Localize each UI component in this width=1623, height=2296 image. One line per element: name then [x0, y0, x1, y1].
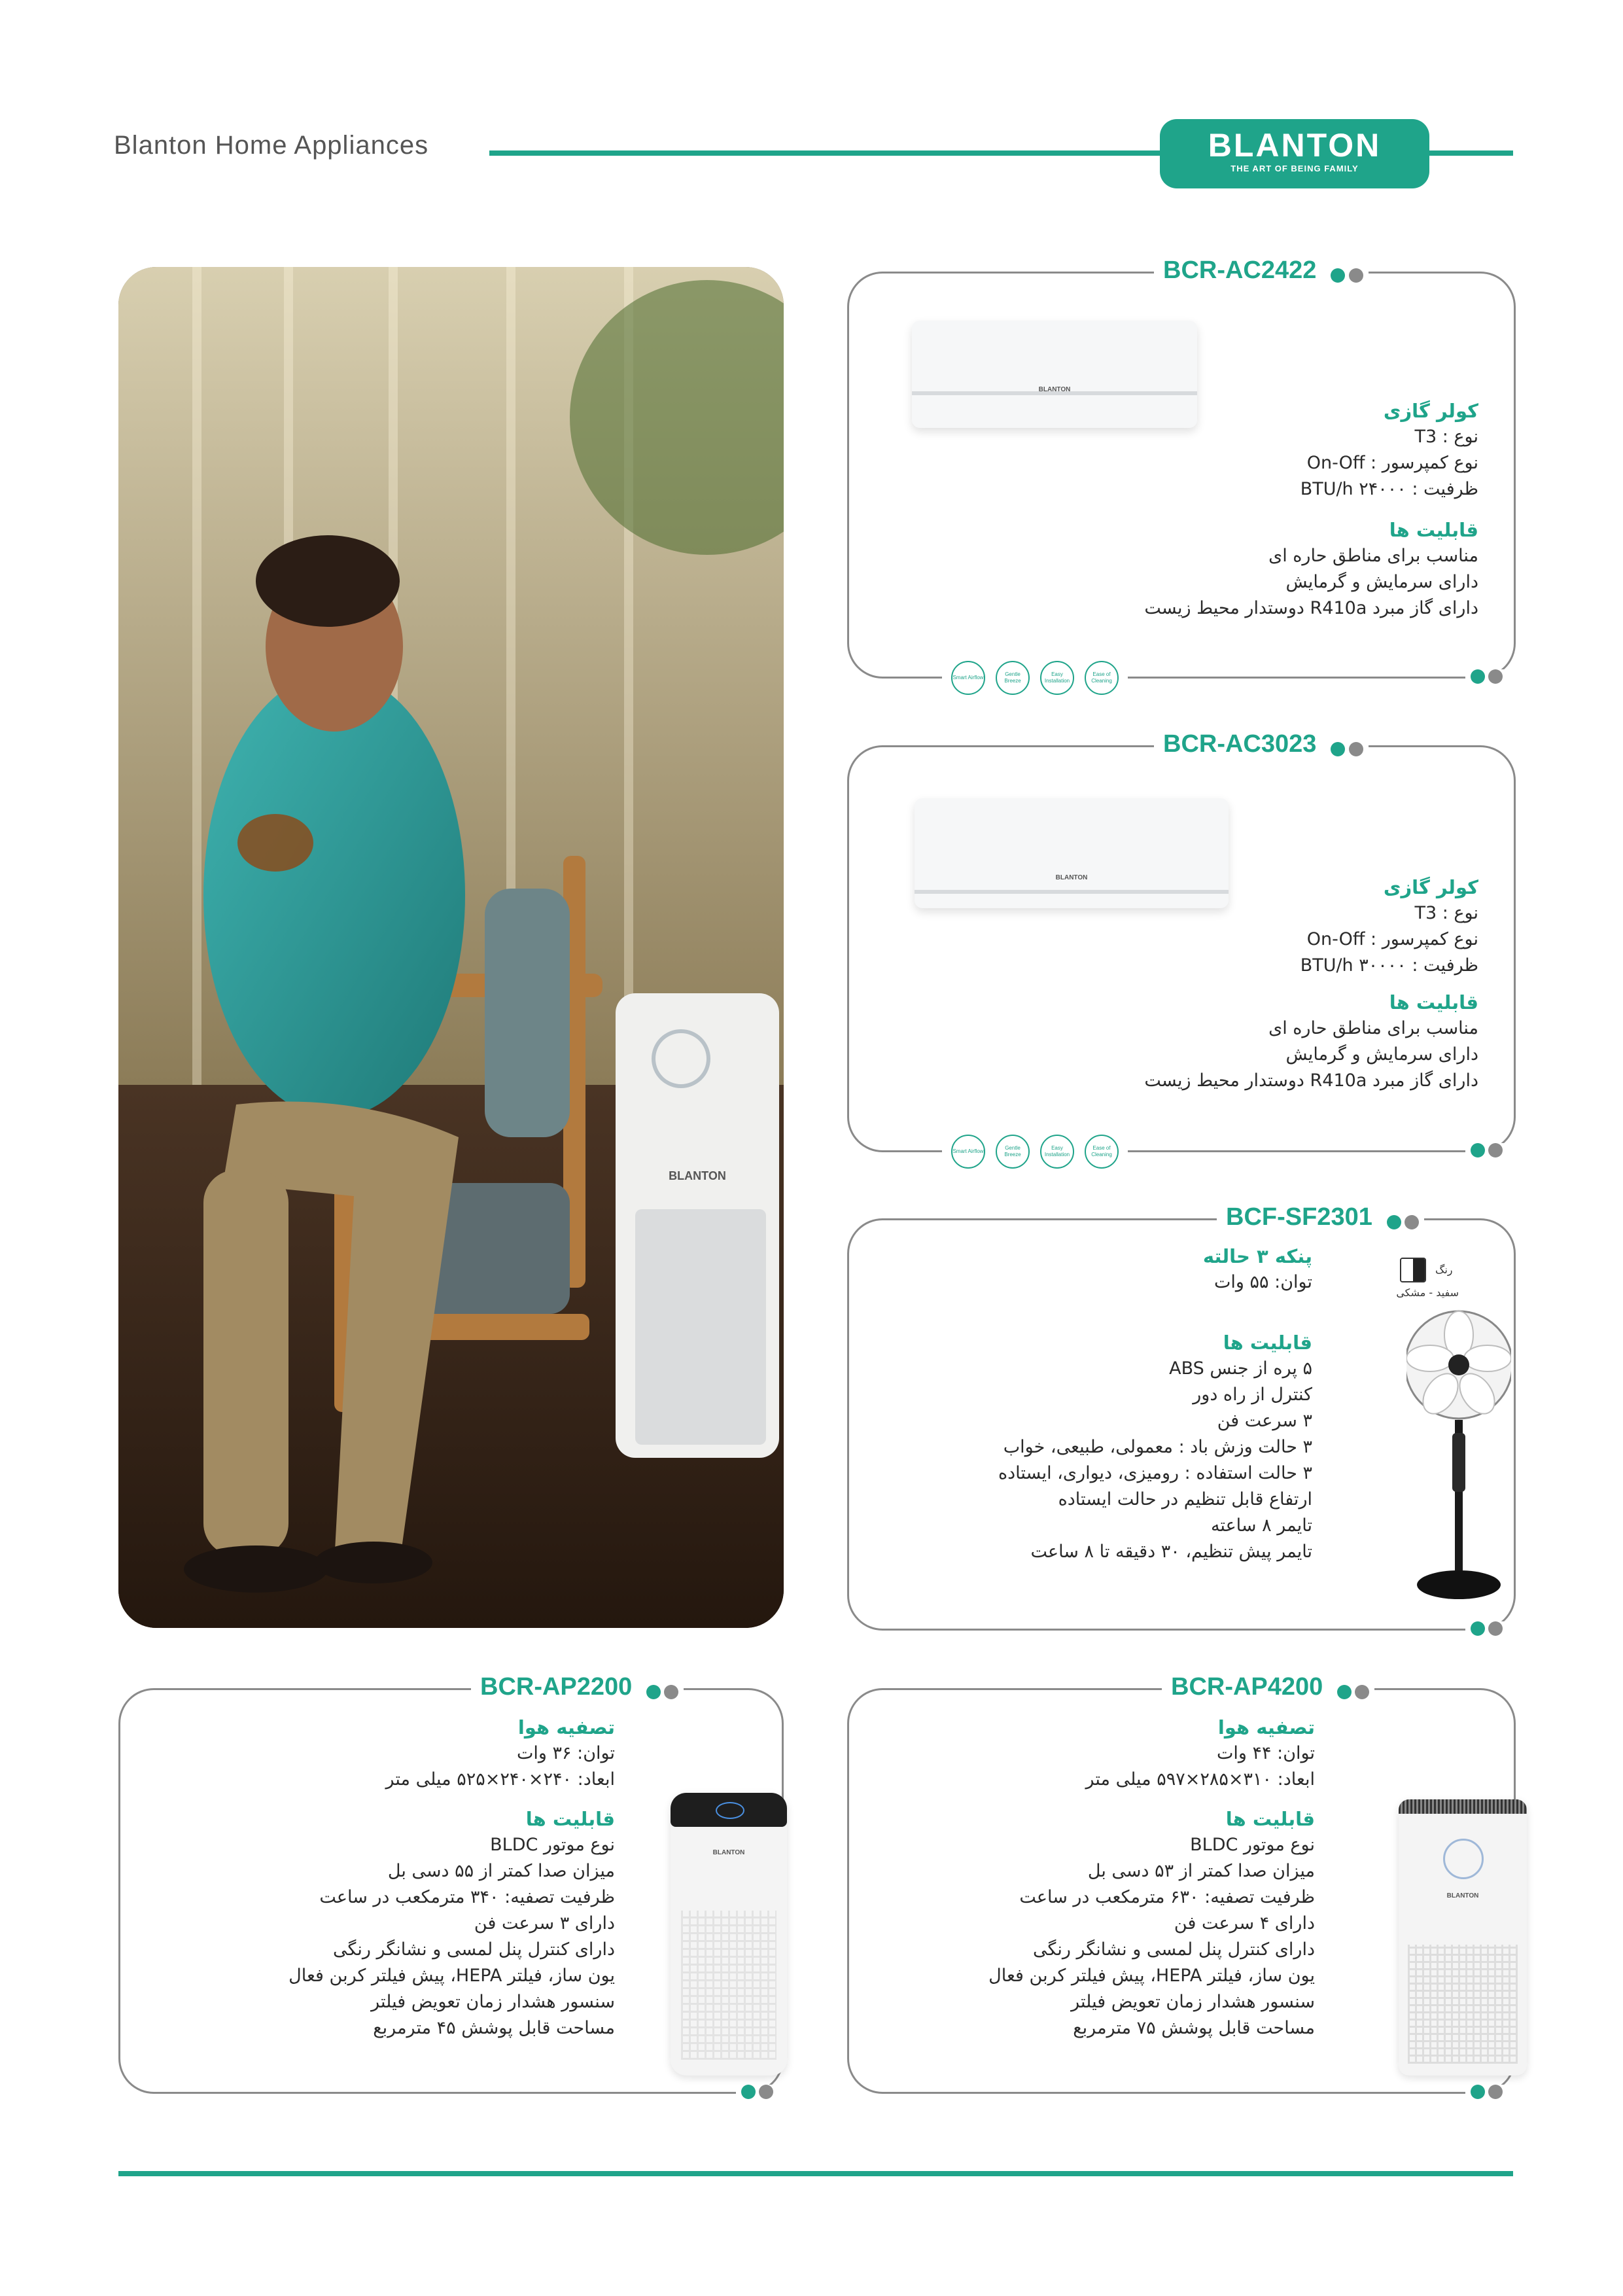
feature-list: [975, 1806, 1315, 2041]
feature-list: [1047, 989, 1478, 1094]
product-title: تصفیه هوا: [1217, 1716, 1315, 1739]
product-title: تصفیه هوا: [517, 1716, 615, 1739]
model-name: BCR-AP2200: [471, 1673, 641, 1701]
feature-list: [981, 1330, 1312, 1565]
card-end-dots: [1465, 669, 1508, 684]
title-dots: [1325, 268, 1368, 281]
color-swatch: [1400, 1258, 1453, 1282]
feature-line: ظرفیت تصفیه: ۶۳۰ مترمکعب در ساعت: [1019, 1887, 1315, 1907]
feature-line: یون ساز، فیلتر HEPA، پیش فیلتر کربن فعال: [988, 1966, 1315, 1986]
feature-line: مساحت قابل پوشش ۷۵ مترمربع: [1073, 2018, 1315, 2038]
model-heading: [1217, 1203, 1424, 1231]
feature-line: ۳ حالت استفاده : رومیزی، دیواری، ایستاده: [998, 1463, 1312, 1483]
product-brand: BLANTON: [1038, 386, 1071, 393]
swatch-boxes: [1400, 1258, 1426, 1282]
title-dots: [641, 1685, 684, 1697]
spec-line: ابعاد: ۳۱۰×۲۸۵×۵۹۷ میلی متر: [1085, 1769, 1315, 1790]
gentle-breeze-icon: Gentle Breeze: [996, 1135, 1030, 1169]
features-title: قابلیت ها: [1223, 1332, 1312, 1354]
smart-airflow-icon: Smart Airflow: [951, 661, 985, 695]
model-heading: [1154, 730, 1369, 758]
standing-fan-image: [1406, 1302, 1511, 1610]
feature-line: دارای گاز مبرد R410a دوستدار محیط زیست: [1144, 598, 1478, 618]
model-heading: [1162, 1673, 1374, 1701]
feature-line: ۳ حالت وزش باد : معمولی، طبیعی، خواب: [1003, 1437, 1312, 1457]
feature-line: یون ساز، فیلتر HEPA، پیش فیلتر کربن فعال: [288, 1966, 615, 1986]
product-brand: BLANTON: [712, 1849, 745, 1856]
title-dots: [1332, 1685, 1374, 1697]
ease-of-cleaning-icon: Ease of Cleaning: [1085, 661, 1119, 695]
card-end-dots: [1465, 1143, 1508, 1157]
features-title: قابلیت ها: [1389, 991, 1478, 1014]
model-name: BCR-AP4200: [1162, 1673, 1332, 1701]
product-spec-text: [975, 1714, 1315, 1793]
feature-line: دارای ۴ سرعت فن: [1174, 1913, 1315, 1934]
feature-line: کنترل از راه دور: [1193, 1385, 1312, 1405]
logo-tagline: THE ART OF BEING FAMILY: [1230, 164, 1359, 173]
feature-line: سنسور هشدار زمان تعویض فیلتر: [1071, 1992, 1315, 2012]
ease-of-cleaning-icon: Ease of Cleaning: [1085, 1135, 1119, 1169]
lifestyle-photo: [118, 267, 784, 1628]
feature-line: دارای گاز مبرد R410a دوستدار محیط زیست: [1144, 1070, 1478, 1091]
model-heading: [471, 1673, 684, 1701]
feature-line: ۵ پره از جنس ABS: [1169, 1358, 1312, 1379]
product-brand: BLANTON: [1446, 1892, 1479, 1899]
feature-line: مناسب برای مناطق حاره ای: [1268, 1018, 1478, 1038]
feature-line: دارای سرمایش و گرمایش: [1285, 1044, 1478, 1065]
card-end-dots: [1465, 1621, 1508, 1636]
lifestyle-illustration: [118, 267, 784, 1628]
feature-line: دارای کنترل پنل لمسی و نشانگر رنگی: [1032, 1939, 1315, 1960]
spec-line: نوع کمپرسور : On-Off: [1306, 929, 1478, 949]
feature-line: سنسور هشدار زمان تعویض فیلتر: [371, 1992, 615, 2012]
product-title: کولر گازی: [1383, 400, 1478, 422]
feature-line: دارای کنترل پنل لمسی و نشانگر رنگی: [332, 1939, 615, 1960]
logo-wordmark: BLANTON: [1208, 127, 1382, 164]
product-spec-text: [1079, 1243, 1312, 1296]
spec-line: ظرفیت : BTU/h ۲۴۰۰۰: [1300, 479, 1478, 499]
spec-line: نوع : T3: [1414, 903, 1478, 923]
feature-line: ۳ سرعت فن: [1217, 1411, 1312, 1431]
feature-line: تایمر ۸ ساعته: [1210, 1515, 1312, 1536]
features-title: قابلیت ها: [1389, 519, 1478, 541]
card-end-dots: [736, 2085, 778, 2099]
feature-icons-row: [942, 1135, 1128, 1169]
model-heading: [1154, 256, 1369, 285]
title-dots: [1382, 1215, 1424, 1227]
feature-line: ارتفاع قابل تنظیم در حالت ایستاده: [1058, 1489, 1312, 1510]
product-spec-text: [1112, 874, 1478, 979]
brand-text: Blanton Home Appliances: [114, 131, 429, 160]
spec-line: توان: ۵۵ وات: [1213, 1272, 1312, 1292]
feature-line: نوع موتور BLDC: [1190, 1835, 1315, 1855]
model-name: BCR-AC2422: [1154, 256, 1325, 284]
feature-line: مساحت قابل پوشش ۴۵ مترمربع: [373, 2018, 615, 2038]
product-brand: BLANTON: [1055, 874, 1088, 881]
spec-line: توان: ۴۴ وات: [1216, 1743, 1315, 1763]
model-name: BCF-SF2301: [1217, 1203, 1382, 1231]
smart-airflow-icon: Smart Airflow: [951, 1135, 985, 1169]
feature-list: [1047, 517, 1478, 622]
feature-icons-row: [942, 661, 1128, 695]
feature-list: [275, 1806, 615, 2041]
card-end-dots: [1465, 2085, 1508, 2099]
feature-line: ظرفیت تصفیه: ۳۴۰ مترمکعب در ساعت: [319, 1887, 615, 1907]
feature-line: مناسب برای مناطق حاره ای: [1268, 546, 1478, 566]
spec-line: توان: ۳۶ وات: [516, 1743, 615, 1763]
gentle-breeze-icon: Gentle Breeze: [996, 661, 1030, 695]
easy-installation-icon: Easy Installation: [1040, 661, 1074, 695]
spec-line: نوع کمپرسور : On-Off: [1306, 453, 1478, 473]
air-purifier-image: [1399, 1799, 1527, 2075]
spec-line: ظرفیت : BTU/h ۳۰۰۰۰: [1300, 955, 1478, 976]
title-dots: [1325, 742, 1368, 754]
feature-line: میزان صدا کمتر از ۵۳ دسی بل: [1087, 1861, 1315, 1881]
features-title: قابلیت ها: [1225, 1808, 1315, 1830]
feature-line: دارای سرمایش و گرمایش: [1285, 572, 1478, 592]
feature-line: میزان صدا کمتر از ۵۵ دسی بل: [387, 1861, 615, 1881]
blanton-logo: [1160, 119, 1429, 188]
feature-line: تایمر پیش تنظیم، ۳۰ دقیقه تا ۸ ساعت: [1030, 1542, 1312, 1562]
color-label: رنگ: [1435, 1263, 1453, 1276]
footer-rule: [118, 2171, 1513, 2176]
air-purifier-image: [671, 1793, 787, 2075]
photo-device-brand: BLANTON: [669, 1169, 726, 1182]
product-spec-text: [1112, 398, 1478, 521]
feature-line: نوع موتور BLDC: [490, 1835, 615, 1855]
product-title: کولر گازی: [1383, 876, 1478, 898]
feature-line: دارای ۳ سرعت فن: [474, 1913, 615, 1934]
easy-installation-icon: Easy Installation: [1040, 1135, 1074, 1169]
color-value: سفید - مشکی: [1396, 1286, 1459, 1299]
spec-line: نوع : T3: [1414, 427, 1478, 447]
model-name: BCR-AC3023: [1154, 730, 1325, 758]
spec-line: ابعاد: ۲۴۰×۲۴۰×۵۲۵ میلی متر: [385, 1769, 615, 1790]
product-title: پنکه ۳ حالته: [1202, 1245, 1312, 1267]
features-title: قابلیت ها: [525, 1808, 615, 1830]
product-spec-text: [275, 1714, 615, 1793]
